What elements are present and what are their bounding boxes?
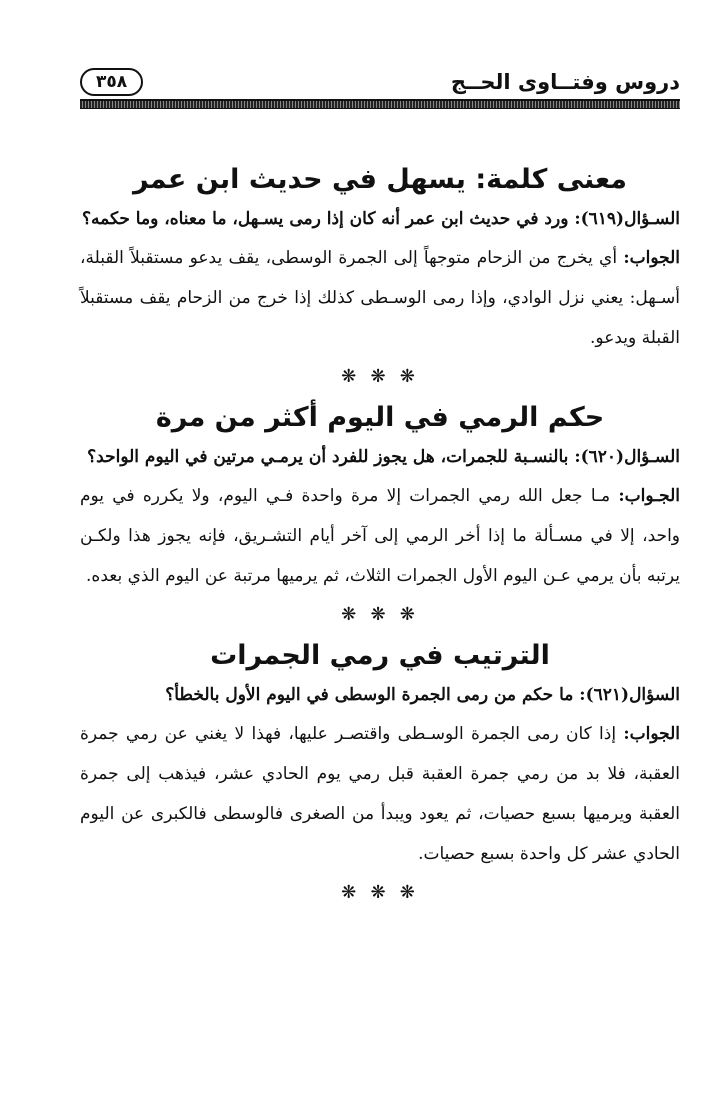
answer-text: مـا جعل الله رمي الجمرات إلا مرة واحدة فـي اليوم، ولا يكرره في يوم واحد، إلا في مسـألة ما إذا أخر الرمي إلى آخر أيام التشـريق، فإنه يجوز هذا ولكـن يرتبه بأن يرمي عـن اليوم الأول الجمرات الثلاث، ثم يرميها مرتبة عن اليوم الذي بعده. xyxy=(80,486,680,586)
answer-label: الجواب: xyxy=(623,724,680,744)
section-heading: حكم الرمي في اليوم أكثر من مرة xyxy=(155,402,605,433)
answer-paragraph xyxy=(80,238,680,358)
answer-label: الجـواب: xyxy=(618,486,680,506)
book-title: دروس وفتــاوى الحــج xyxy=(450,70,680,94)
header-rule xyxy=(80,99,680,109)
question-text: السـؤال(٦٢٠): بالنسـبة للجمرات، هل يجوز للفرد أن يرمـي مرتين في اليوم الواحد؟ xyxy=(87,447,680,467)
running-header xyxy=(80,62,680,102)
page-content xyxy=(80,120,680,914)
question-text: السؤال(٦٢١): ما حكم من رمى الجمرة الوسطى في اليوم الأول بالخطأ؟ xyxy=(165,685,680,705)
section-heading: معنى كلمة: يسهل في حديث ابن عمر xyxy=(132,164,628,195)
answer-text: أي يخرج من الزحام متوجهاً إلى الجمرة الوسطى، يقف يدعو مستقبلاً القبلة، أسـهل: يعني نزل الوادي، وإذا رمى الوسـطى كذلك إذا خرج من الزحام يقف مستقبلاً القبلة ويدعو. xyxy=(80,248,680,348)
answer-paragraph xyxy=(80,476,680,596)
section-separator: ❋ ❋ ❋ xyxy=(341,882,419,903)
answer-label: الجواب: xyxy=(623,248,681,268)
section-separator: ❋ ❋ ❋ xyxy=(341,366,419,387)
section-separator: ❋ ❋ ❋ xyxy=(341,604,419,625)
section-heading: الترتيب في رمي الجمرات xyxy=(210,640,550,671)
question-text: السـؤال(٦١٩): ورد في حديث ابن عمر أنه كان إذا رمى يسـهل، ما معناه، وما حكمه؟ xyxy=(82,209,680,229)
answer-text: إذا كان رمى الجمرة الوسـطى واقتصـر عليها، فهذا لا يغني عن رمي جمرة العقبة، فلا بد من رمي جمرة العقبة قبل رمي يوم الحادي عشر، فيذهب إلى جمرة العقبة ويرميها بسبع حصيات، ثم يعود ويبدأ من الصغرى فالوسطى فالكبرى عن اليوم الحادي عشر كل واحدة بسبع حصيات. xyxy=(80,724,680,864)
page-number: ٣٥٨ xyxy=(80,68,143,96)
answer-paragraph xyxy=(80,714,680,874)
